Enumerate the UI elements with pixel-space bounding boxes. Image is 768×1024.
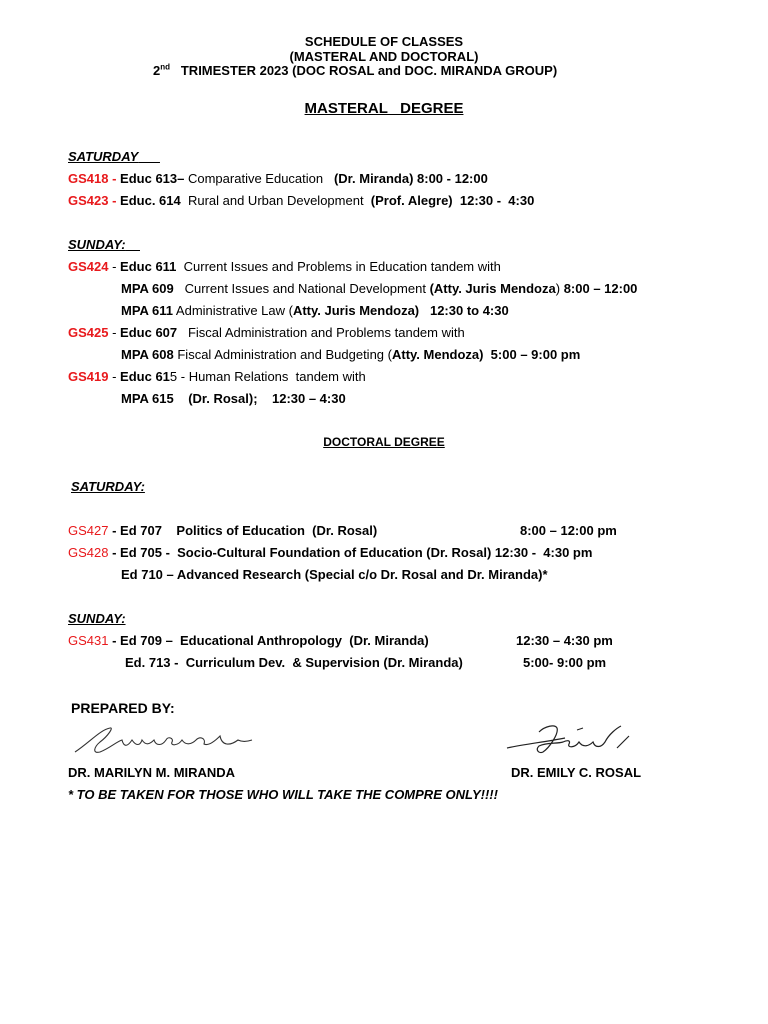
list-item (68, 193, 534, 208)
course-instructor: (Dr. Miranda) 8:00 - 12:00 (333, 171, 488, 186)
list-item (121, 281, 637, 296)
list-item: Ed 710 – Advanced Research (Special c/o Dr. Rosal and Dr. Miranda)* (121, 567, 548, 582)
course-code: GS419 (68, 369, 109, 384)
title-line-3 (153, 63, 557, 78)
separator: - (108, 259, 121, 274)
course-code: GS424 (68, 259, 109, 274)
course-description: Administrative Law ( (173, 303, 293, 318)
trimester-number: 2 (153, 63, 161, 78)
course-code: GS418 - (68, 171, 117, 186)
course-code: GS425 (68, 325, 109, 340)
title-line-1: SCHEDULE OF CLASSES (304, 34, 464, 49)
list-item (68, 633, 429, 648)
course-description: Rural and Urban Development (180, 193, 371, 208)
course-description: Fiscal Administration and Budgeting ( (173, 347, 392, 362)
course-time: 12:30 – 4:30 pm (516, 633, 613, 648)
course-info: - Ed 705 - Socio-Cultural Foundation of Education (Dr. Rosal) 12:30 - 4:30 pm (108, 545, 593, 560)
course-number: Educ 613– (120, 171, 185, 186)
course-time: 5:00- 9:00 pm (523, 655, 607, 670)
signature-rosal (505, 722, 635, 758)
doctoral-sunday-label: SUNDAY: (68, 611, 126, 626)
list-item (68, 369, 366, 384)
course-number: MPA 608 (121, 347, 174, 362)
list-item (68, 171, 488, 186)
course-description: Comparative Education (184, 171, 334, 186)
list-item (68, 325, 465, 340)
signature-miranda (70, 722, 260, 762)
course-time: 8:00 – 12:00 pm (520, 523, 617, 538)
separator: - (108, 325, 121, 340)
separator: - (108, 369, 121, 384)
compre-note: * TO BE TAKEN FOR THOSE WHO WILL TAKE THE COMPRE ONLY!!!! (68, 787, 498, 802)
course-number: MPA 611 (121, 303, 174, 318)
list-item: Ed. 713 - Curriculum Dev. & Supervision (Dr. Miranda) (125, 655, 463, 670)
course-number: Educ 607 (120, 325, 178, 340)
masteral-saturday-label: SATURDAY (68, 149, 139, 164)
course-number: Educ 61 (120, 369, 170, 384)
list-item (68, 545, 592, 560)
signer-left-name: DR. MARILYN M. MIRANDA (68, 765, 236, 780)
course-code: GS427 (68, 523, 109, 538)
course-time: 8:00 – 12:00 (563, 281, 638, 296)
course-number: Educ. 614 (116, 193, 181, 208)
course-description: Fiscal Administration and Problems tandem with (177, 325, 465, 340)
list-item (68, 259, 501, 274)
masteral-title: MASTERAL DEGREE (304, 100, 464, 117)
course-info: - Ed 709 – Educational Anthropology (Dr. Miranda) (108, 633, 429, 648)
course-number: Educ 611 (120, 259, 177, 274)
doctoral-saturday-label: SATURDAY: (71, 479, 145, 494)
list-item: MPA 615 (Dr. Rosal); 12:30 – 4:30 (121, 391, 346, 406)
trimester-ordinal: nd (160, 62, 171, 72)
course-code: GS428 (68, 545, 109, 560)
course-description: 5 - Human Relations tandem with (169, 369, 366, 384)
list-item (68, 523, 377, 538)
doctoral-title: DOCTORAL DEGREE (323, 435, 445, 449)
course-info: - Ed 707 Politics of Education (Dr. Rosal) (108, 523, 378, 538)
course-description: Current Issues and National Development (173, 281, 430, 296)
list-item (121, 347, 580, 362)
course-number: MPA 609 (121, 281, 174, 296)
signer-right-name: DR. EMILY C. ROSAL (511, 765, 642, 780)
title-line-2: (MASTERAL AND DOCTORAL) (289, 49, 479, 64)
trimester-text: TRIMESTER 2023 (DOC ROSAL and DOC. MIRANDA GROUP) (180, 63, 558, 78)
course-instructor: Atty. Juris Mendoza) 12:30 to 4:30 (292, 303, 509, 318)
prepared-by-label: PREPARED BY: (71, 700, 175, 716)
course-description: Current Issues and Problems in Education tandem with (176, 259, 501, 274)
course-code: GS423 - (68, 193, 117, 208)
course-description-suffix: ) (555, 281, 564, 296)
course-instructor: Atty. Mendoza) 5:00 – 9:00 pm (391, 347, 581, 362)
course-instructor: (Atty. Juris Mendoza (429, 281, 556, 296)
masteral-sunday-label: SUNDAY: (68, 237, 126, 252)
course-instructor: (Prof. Alegre) 12:30 - 4:30 (370, 193, 535, 208)
course-code: GS431 (68, 633, 109, 648)
list-item (121, 303, 509, 318)
